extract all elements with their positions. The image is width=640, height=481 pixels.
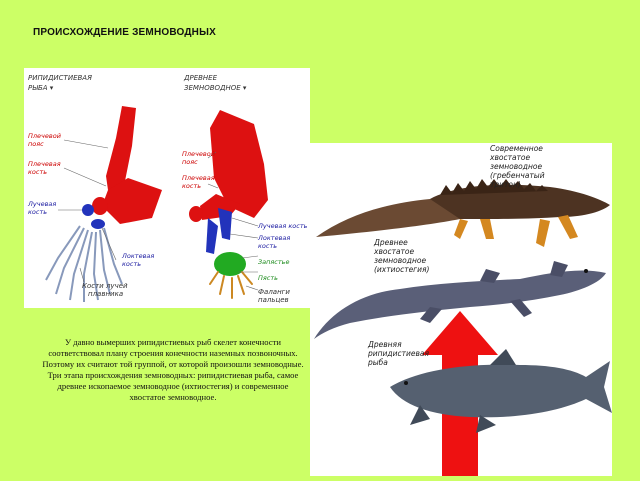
modern-label-3: земноводное: [490, 162, 543, 171]
ancient-label-1: Древнее: [374, 238, 408, 247]
fish-label-ulna-1: Локтевая: [122, 252, 155, 260]
amph-label-metacarpus: Пясть: [258, 274, 278, 282]
fish-label-humerus-1: Плечевая: [28, 160, 61, 168]
amph-radius: [206, 218, 218, 254]
modern-label-1: Современное: [490, 144, 543, 153]
amph-elbow: [189, 206, 203, 222]
fish-label-ulna-2: кость: [122, 260, 142, 268]
fish-label-girdle-1: Плечевой: [28, 132, 61, 140]
fish-label-fin-1: Кости лучей: [82, 282, 128, 290]
fish-header-line1: РИПИДИСТИЕВАЯ: [28, 74, 92, 82]
fish-stage-label-2: рипидистиевая: [368, 349, 429, 358]
fish-label-fin-2: плавника: [88, 290, 124, 298]
ancient-label-2: хвостатое: [374, 247, 415, 256]
limb-skeleton-diagram: [24, 68, 310, 308]
modern-label-5: тритон): [490, 180, 521, 189]
fish-stage-label-3: рыба: [368, 358, 388, 367]
caption-text: [40, 337, 306, 402]
modern-label-2: хвостатое: [490, 153, 531, 162]
amph-label-girdle-1: Плечевой: [182, 150, 215, 158]
fish-stage-label-1: Древняя: [368, 340, 402, 349]
amph-label-radius: Лучевая кость: [258, 222, 308, 230]
fish-header-line2: РЫБА ▾: [28, 84, 54, 92]
fish-radius: [82, 204, 94, 216]
amph-label-ulna-1: Локтевая: [258, 234, 291, 242]
fish-shoulder-girdle: [106, 106, 136, 190]
amph-ulna: [218, 208, 232, 240]
limb-comparison-figure: [24, 68, 310, 308]
fish-label-girdle-2: пояс: [28, 140, 44, 148]
amph-label-humerus-1: Плечевая: [182, 174, 215, 182]
slide-title: ПРОИСХОЖДЕНИЕ ЗЕМНОВОДНЫХ: [33, 27, 216, 38]
evolution-sequence-figure: [310, 143, 612, 476]
amph-label-ulna-2: кость: [258, 242, 278, 250]
ancient-label-4: (ихтиостегия): [374, 265, 430, 274]
amph-label-humerus-2: кость: [182, 182, 202, 190]
amph-label-fingers-2: пальцев: [258, 296, 289, 304]
caption-paragraph-2: Три этапа происхождения земноводных: рипидистиевая рыба, самое древнее ископаемое земноводное (ихтиостегия) и современное хвостатое земноводное.: [47, 369, 299, 402]
modern-label-4: (гребенчатый: [490, 171, 545, 180]
fish-ulna: [91, 219, 105, 229]
amph-header-line2: ЗЕМНОВОДНОЕ ▾: [184, 84, 247, 92]
caption-paragraph-1: У давно вымерших рипидистиевых рыб скелет конечности соответствовал плану строения конечности наземных позвоночных. Поэтому их считают той группой, от которой произошли земноводные.: [42, 337, 304, 369]
fish-label-radius-2: кость: [28, 208, 48, 216]
fish-label-radius-1: Лучевая: [28, 200, 57, 208]
rhipidistian-fish-illustration: [390, 349, 612, 433]
newt-illustration: [316, 179, 610, 247]
amph-label-girdle-2: пояс: [182, 158, 198, 166]
amph-label-fingers-1: Фаланги: [258, 288, 290, 296]
evolution-diagram: [310, 143, 612, 476]
ancient-label-3: земноводное: [374, 256, 427, 265]
amph-label-wrist: Запястье: [258, 258, 290, 266]
fish-label-humerus-2: кость: [28, 168, 48, 176]
fish-joint: [92, 197, 108, 215]
amph-header-line1: ДРЕВНЕЕ: [184, 74, 218, 82]
